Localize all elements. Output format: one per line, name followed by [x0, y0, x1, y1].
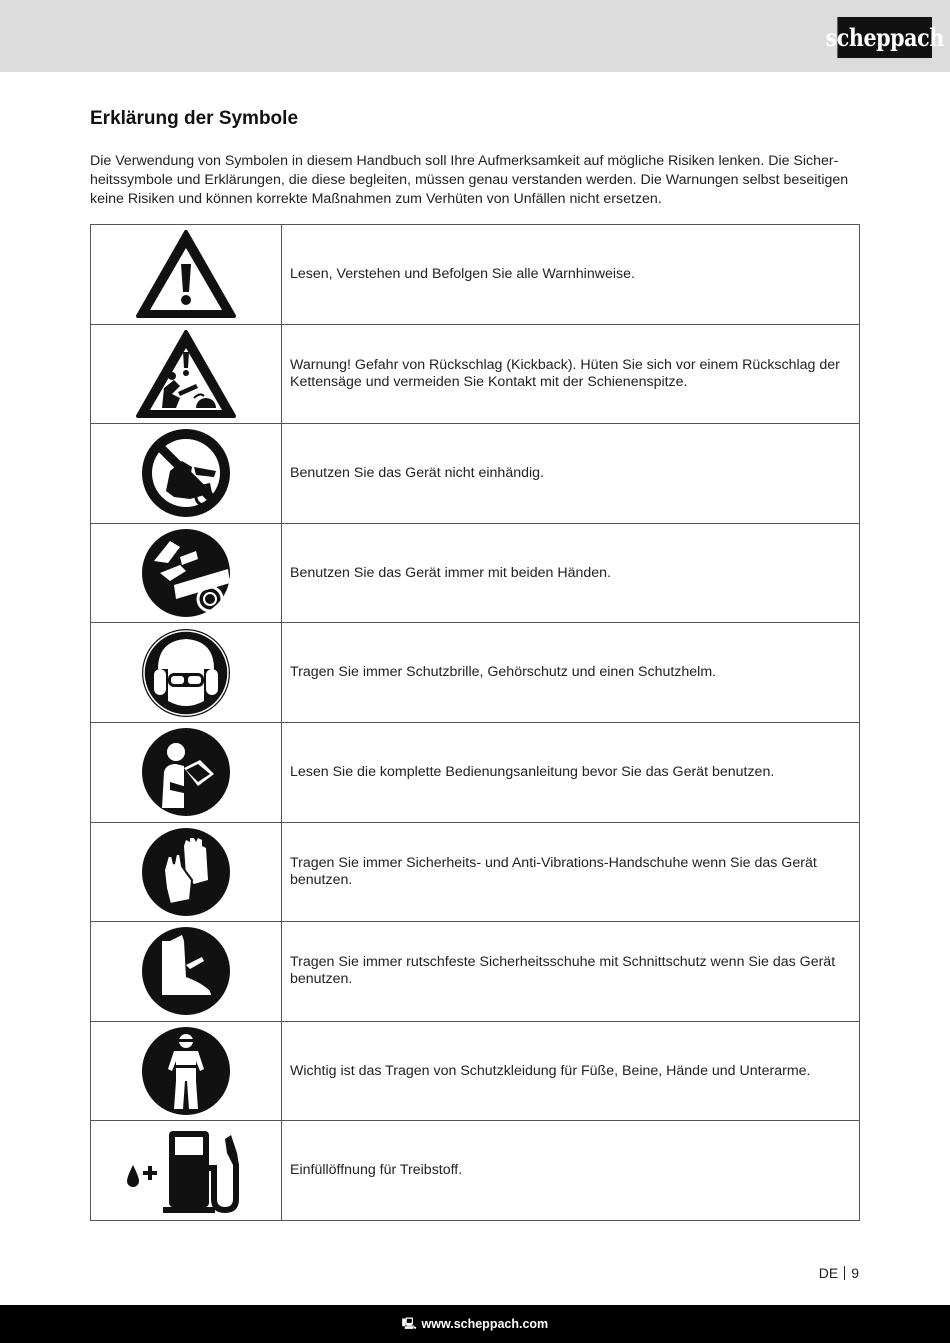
- symbols-table: [90, 224, 860, 1221]
- symbol-description: Warnung! Gefahr von Rückschlag (Kickback). Hüten Sie sich vor einem Rückschlag der Kettensäge und vermeiden Sie Kontakt mit der Schienenspitze.: [282, 324, 860, 424]
- read-manual-icon: [140, 726, 232, 818]
- table-row: [91, 225, 860, 325]
- icon-cell: [91, 1021, 282, 1121]
- footer-url[interactable]: www.scheppach.com: [421, 1317, 549, 1331]
- icon-cell: [91, 822, 282, 922]
- no-one-hand-icon: [140, 427, 232, 519]
- table-row: [91, 424, 860, 524]
- symbol-description: Benutzen Sie das Gerät immer mit beiden Händen.: [282, 523, 860, 623]
- icon-cell: [91, 922, 282, 1022]
- table-row: [91, 1021, 860, 1121]
- warning-triangle-icon: [134, 228, 238, 320]
- symbol-description: Benutzen Sie das Gerät nicht einhändig.: [282, 424, 860, 524]
- table-row: [91, 1121, 860, 1221]
- table-row: [91, 523, 860, 623]
- table-row: [91, 324, 860, 424]
- page-title: Erklärung der Symbole: [90, 108, 299, 129]
- table-row: [91, 822, 860, 922]
- table-row: [91, 722, 860, 822]
- symbol-description: Lesen, Verstehen und Befolgen Sie alle Warnhinweise.: [282, 225, 860, 325]
- icon-cell: [91, 722, 282, 822]
- symbol-description: Einfüllöffnung für Treibstoff.: [282, 1121, 860, 1221]
- kickback-warning-icon: [134, 328, 238, 420]
- brand-logo: [825, 17, 944, 58]
- page-separator: [844, 1266, 845, 1280]
- header-bar: [0, 0, 950, 72]
- icon-cell: [91, 324, 282, 424]
- gloves-icon: [140, 826, 232, 918]
- symbol-description: Wichtig ist das Tragen von Schutzkleidung für Füße, Beine, Hände und Unterarme.: [282, 1021, 860, 1121]
- icon-cell: [91, 225, 282, 325]
- icon-cell: [91, 623, 282, 723]
- page-number-value: 9: [851, 1265, 859, 1281]
- footer-bar: [0, 1305, 950, 1343]
- monitor-icon: 🖳: [401, 1317, 417, 1330]
- page-number: [819, 1265, 859, 1281]
- two-hands-icon: [140, 527, 232, 619]
- icon-cell: [91, 523, 282, 623]
- table-row: [91, 623, 860, 723]
- symbol-description: Tragen Sie immer Sicherheits- und Anti-Vibrations-Handschuhe wenn Sie das Gerät benutzen.: [282, 822, 860, 922]
- brand-text: scheppach: [825, 23, 944, 52]
- intro-paragraph: Die Verwendung von Symbolen in diesem Handbuch soll Ihre Aufmerksamkeit auf mögliche Risiken lenken. Die Sicher-heitssymbole und Erklärungen, die diese begleiten, müssen genau verstanden werden. Die Warnungen selbst beseitigen keine Risiken und können korrekte Maßnahmen zum Verhüten von Unfällen nicht ersetzen.: [90, 153, 849, 207]
- protective-clothing-icon: [140, 1025, 232, 1117]
- helmet-goggles-earmuffs-icon: [140, 627, 232, 719]
- safety-boots-icon: [140, 925, 232, 1017]
- symbol-description: Tragen Sie immer Schutzbrille, Gehörschutz und einen Schutzhelm.: [282, 623, 860, 723]
- table-row: [91, 922, 860, 1022]
- symbol-description: Tragen Sie immer rutschfeste Sicherheitsschuhe mit Schnittschutz wenn Sie das Gerät benutzen.: [282, 922, 860, 1022]
- fuel-pump-icon: [121, 1125, 251, 1217]
- page-language: DE: [818, 1265, 839, 1281]
- icon-cell: [91, 1121, 282, 1221]
- symbol-description: Lesen Sie die komplette Bedienungsanleitung bevor Sie das Gerät benutzen.: [282, 722, 860, 822]
- icon-cell: [91, 424, 282, 524]
